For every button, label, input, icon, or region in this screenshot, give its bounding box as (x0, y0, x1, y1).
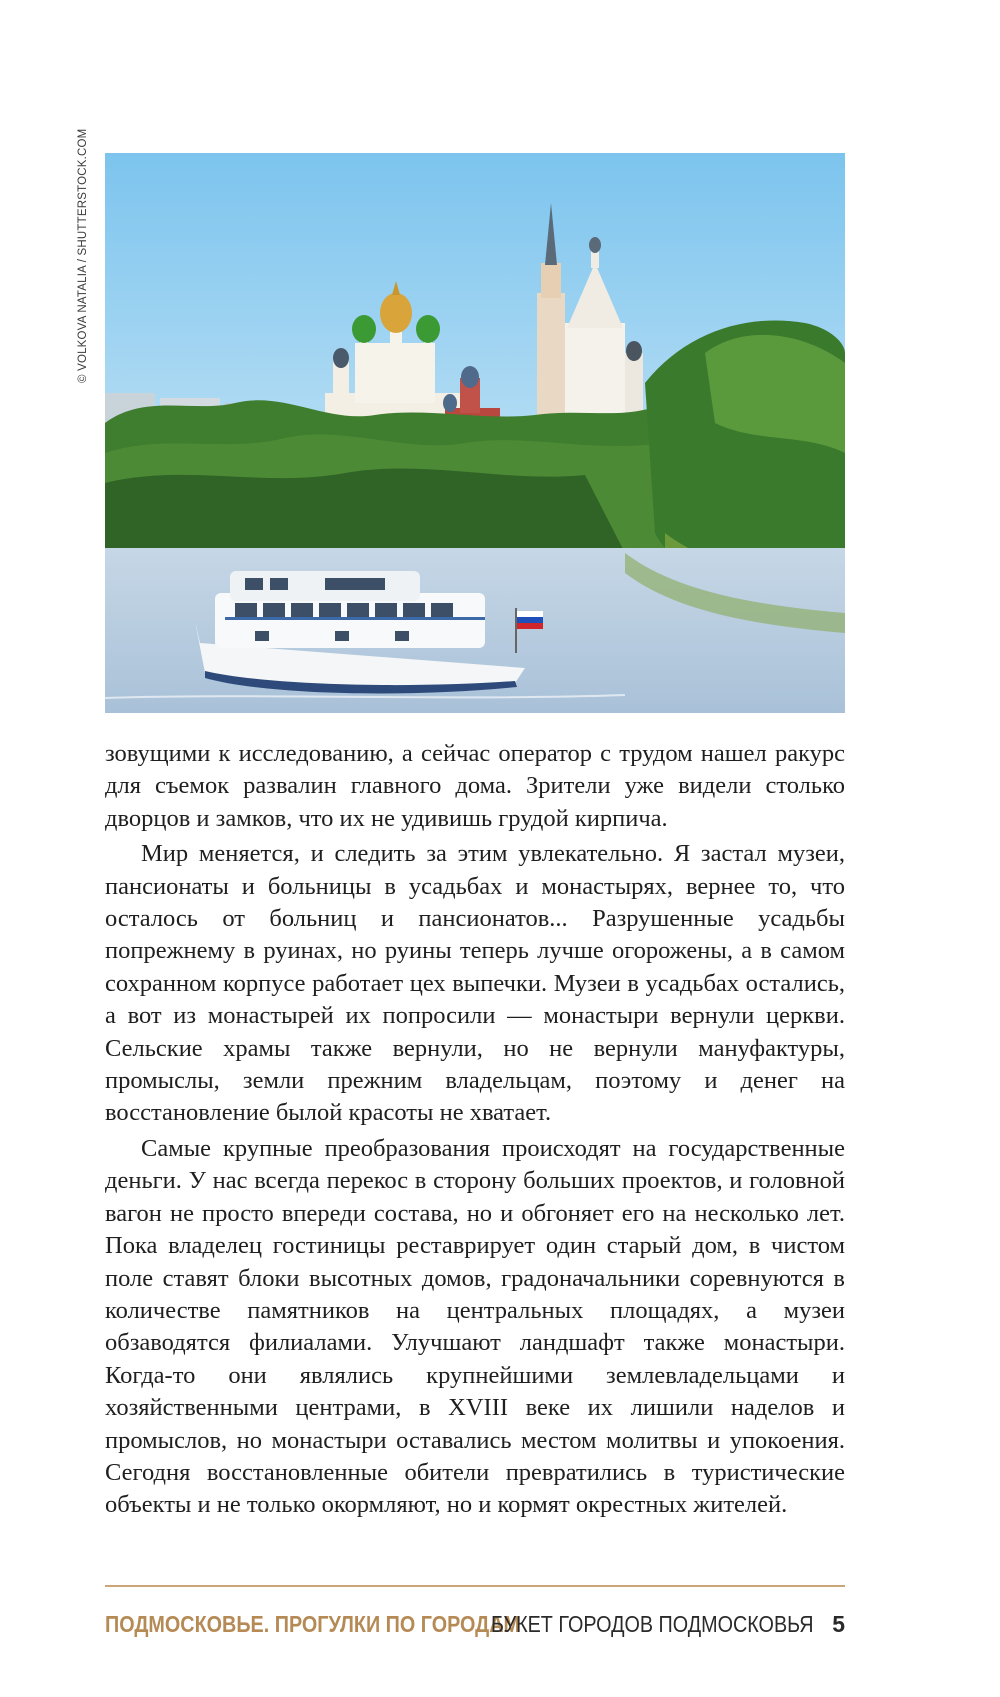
photo-kolomna-kremlin-river-boat (105, 153, 845, 713)
book-title: ПОДМОСКОВЬЕ. ПРОГУЛКИ ПО ГОРОДАМ (105, 1611, 521, 1637)
paragraph-3: Самые крупные преобразования происходят на государственные деньги. У нас всегда перекос в сторону больших проектов, и головной вагон не просто впереди состава, но и обгоняет его на несколько лет. Пока владелец гостиницы реставрирует один старый дом, в чистом поле ставят блоки высотных домов, градоначальники соревнуются в количестве памятников на центральных площадях, а музеи обзаводятся филиалами. Улучшают ландшафт также монастыри. Когда-то они являлись крупнейшими землевладельцами и хозяйственными центрами, в XVIII веке их лишили наделов и промыслов, но монастыри оставались местом молитвы и упокоения. Сегодня восстановленные обители превратились в туристические объекты и не только окормляют, но и кормят окрестных жителей. (105, 1134, 845, 1519)
photo-credit: © VOLKOVA NATALIA / SHUTTERSTOCK.COM (77, 128, 89, 383)
footer-rule (105, 1585, 845, 1587)
body-text (105, 738, 845, 1522)
page-footer (105, 1607, 845, 1641)
page-number: 5 (832, 1611, 845, 1637)
paragraph-2: Мир меняется, и следить за этим увлекательно. Я застал музеи, пансионаты и больницы в усадьбах и монастырях, вернее то, что осталось от больниц и пансионатов... Разрушенные усадьбы попрежнему в руинах, но руины теперь лучше огорожены, а в самом сохранном корпусе работает цех выпечки. Музеи в усадьбах остались, а вот из монастырей их попросили — монастыри вернули церкви. Сельские храмы также вернули, но не вернули мануфактуры, промыслы, земли прежним владельцам, поэтому и денег на восстановление былой красоты не хватает. (105, 840, 845, 1127)
chapter-title: БУКЕТ ГОРОДОВ ПОДМОСКОВЬЯ (491, 1611, 814, 1637)
paragraph-1: зовущими к исследованию, а сейчас оператор с трудом нашел ракурс для съемок развалин главного дома. Зрители уже видели столько дворцов и замков, что их не удивишь грудой кирпича. (105, 740, 845, 832)
